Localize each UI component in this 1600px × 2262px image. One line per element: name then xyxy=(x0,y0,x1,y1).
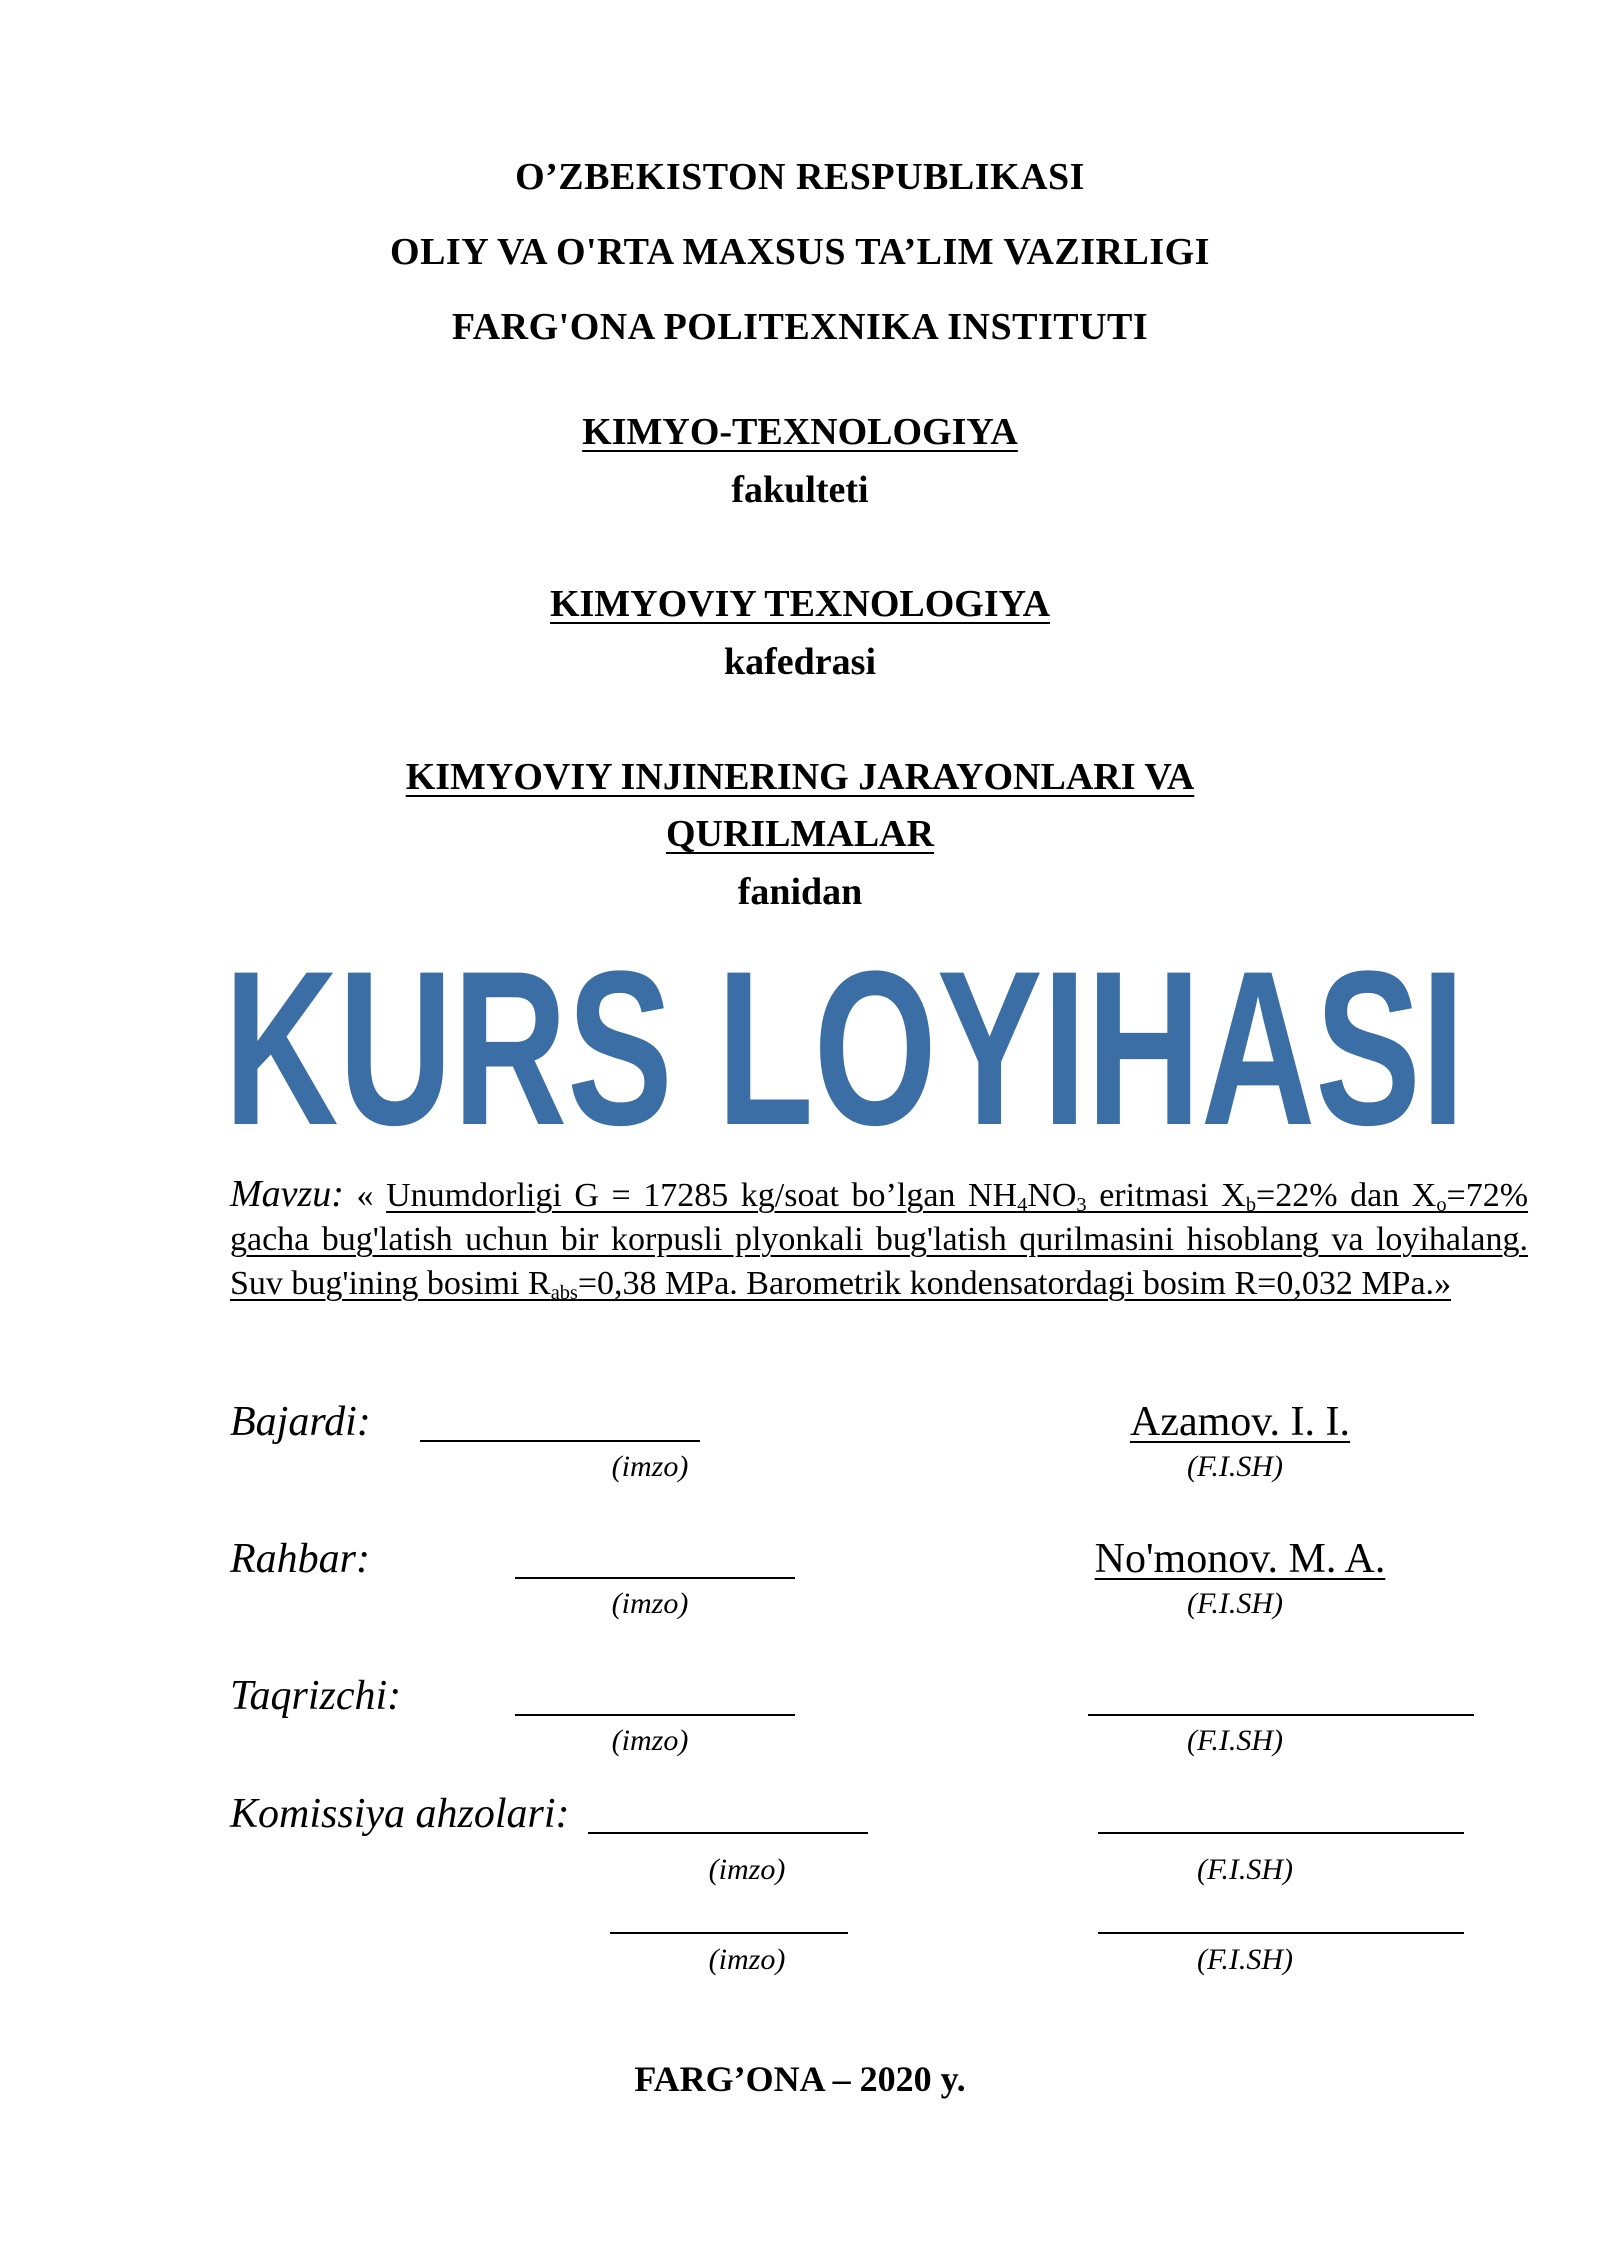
header-country: O’ZBEKISTON RESPUBLIKASI xyxy=(515,156,1085,198)
topic-paragraph xyxy=(230,1172,1528,1306)
name-caption-komissiya-2: (F.I.SH) xyxy=(1196,1943,1294,1976)
role-komissiya: Komissiya ahzolari: xyxy=(230,1791,570,1837)
faculty-name-row xyxy=(0,410,1600,454)
sign-caption-komissiya-2: (imzo) xyxy=(708,1943,786,1976)
signature-line-rahbar xyxy=(515,1577,795,1579)
signature-line-komissiya-2 xyxy=(610,1932,848,1934)
department-name: KIMYOVIY TEXNOLOGIYA xyxy=(549,583,1051,625)
subject-label: fanidan xyxy=(737,871,863,913)
faculty-label: fakulteti xyxy=(731,469,869,511)
name-caption-bajardi: (F.I.SH) xyxy=(1186,1450,1284,1483)
sign-caption-taqrizchi: (imzo) xyxy=(611,1724,689,1757)
role-bajardi: Bajardi: xyxy=(230,1399,371,1445)
name-caption-rahbar: (F.I.SH) xyxy=(1186,1587,1284,1620)
faculty-name: KIMYO-TEXNOLOGIYA xyxy=(582,411,1018,453)
header-institute: FARG'ONA POLITEXNIKA INSTITUTI xyxy=(451,306,1149,348)
subject-line2: QURILMALAR xyxy=(665,813,935,855)
topic-text: Unumdorligi G = 17285 kg/soat bo’lgan $NH_4NO_3$ eritmasi $X_b=22\%$ dan $X_o=72\%$ gacha bug'latish uchun bir korpusli plyonkali bug'latish qurilmasini hisoblang va loyihalang. Suv bug'ining bosimi $R_{abs}=0,38$ MPa. Barometrik kondensatordagi bosim R=0,032 MPa.» xyxy=(230,1177,1529,1305)
document-title: KURS LOYIHASI xyxy=(224,925,1465,1171)
subject-line1-row xyxy=(0,755,1600,799)
sign-caption-bajardi: (imzo) xyxy=(611,1450,689,1483)
topic-open-quote: « xyxy=(356,1177,374,1214)
footer-city-year: FARG’ONA – 2020 y. xyxy=(634,2059,966,2099)
role-rahbar: Rahbar: xyxy=(230,1536,370,1582)
header-ministry: OLIY VA O'RTA MAXSUS TA’LIM VAZIRLIGI xyxy=(390,231,1210,273)
signature-line-taqrizchi xyxy=(515,1714,795,1716)
signature-line-bajardi xyxy=(420,1440,700,1442)
topic-label: Mavzu: xyxy=(230,1173,344,1215)
name-line-komissiya-1 xyxy=(1098,1832,1464,1834)
name-line-komissiya-2 xyxy=(1098,1932,1464,1934)
department-name-row xyxy=(0,582,1600,626)
department-label: kafedrasi xyxy=(724,641,876,683)
signature-line-komissiya-1 xyxy=(588,1832,868,1834)
subject-line2-row xyxy=(0,812,1600,856)
name-line-taqrizchi xyxy=(1088,1714,1474,1716)
sign-caption-rahbar: (imzo) xyxy=(611,1587,689,1620)
name-bajardi: Azamov. I. I. xyxy=(1129,1399,1351,1445)
subject-line1: KIMYOVIY INJINERING JARAYONLARI VA xyxy=(405,756,1195,798)
role-taqrizchi: Taqrizchi: xyxy=(230,1673,402,1719)
sign-caption-komissiya-1: (imzo) xyxy=(708,1853,786,1886)
name-rahbar: No'monov. M. A. xyxy=(1094,1536,1386,1582)
name-caption-komissiya-1: (F.I.SH) xyxy=(1196,1853,1294,1886)
name-caption-taqrizchi: (F.I.SH) xyxy=(1186,1724,1284,1757)
